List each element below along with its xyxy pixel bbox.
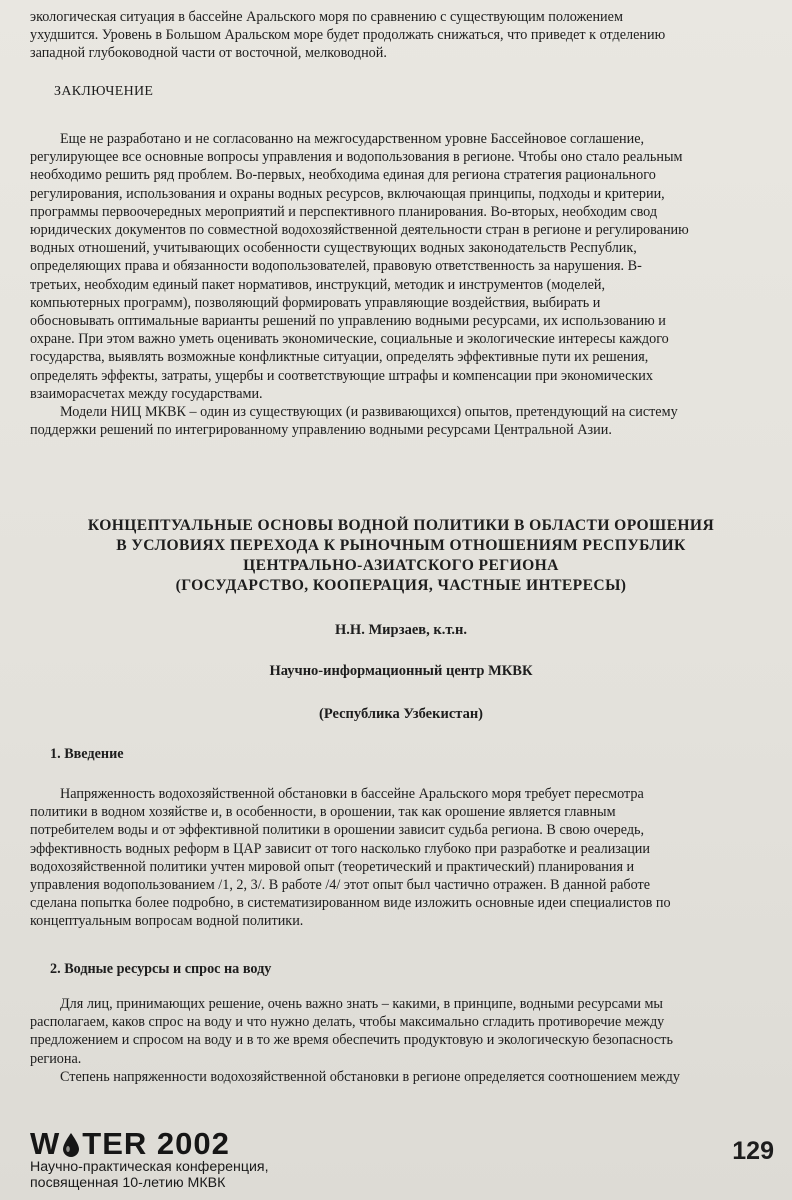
text-line: компьютерных программ), позволяющий формировать управляющие воздействия, выбирать и [30,294,601,311]
text-line: регулирующее все основные вопросы управления и водопользования в регионе. Чтобы оно стало реальным [30,149,683,166]
text-line: регулирования, использования и охраны водных ресурсов, включающая принципы, подходы и критерии, [30,185,665,202]
conclusion-paragraph-1 [30,130,772,439]
author: Н.Н. Мирзаев, к.т.н. [335,622,467,638]
text-line: потребителем воды и от эффективной политики в орошении зависит судьба региона. В свою очередь, [30,822,645,839]
text-line: третьих, необходим единый пакет нормативов, инструкций, методик и инструментов (моделей, [30,276,606,293]
conference-subtitle [30,1159,269,1191]
text-line: региона. [30,1050,82,1067]
text-line: экологическая ситуация в бассейне Аральского моря по сравнению с существующим положением [30,9,623,25]
text-line: Еще не разработано и не согласованно на межгосударственном уровне Бассейновое соглашение, [60,131,645,147]
intro-paragraph [30,8,772,63]
text-line: водных отношений, учитывающих особенности существующих водных законодательств Республик, [30,240,637,257]
text-line: управления водопользованием /1, 2, 3/. В работе /4/ этот опыт был частично отражен. В данной работе [30,877,651,894]
logo-letter-w: W [30,1126,61,1161]
text-line: государства, выявлять возможные конфликтные ситуации, определять эффективные пути их решения, [30,349,649,366]
text-line: определяющих права и обязанности водопользователей, правовую ответственность за нарушения. В- [30,258,642,275]
text-line: концептуальным вопросам водной политики. [30,913,304,930]
section-2-paragraph [30,995,772,1086]
title-line: ЦЕНТРАЛЬНО-АЗИАТСКОГО РЕГИОНА [243,557,559,574]
section-2-heading: 2. Водные ресурсы и спрос на воду [50,961,272,977]
article-title [30,516,772,596]
text-line: Степень напряженности водохозяйственной обстановки в регионе определяется соотношением между [60,1068,680,1085]
text-line: располагаем, каков спрос на воду и что нужно делать, чтобы максимально сгладить противоречие между [30,1014,665,1031]
water-drop-icon [61,1132,81,1158]
text-line: охране. При этом важно уметь оценивать экономические, социальные и экологические интересы каждого [30,331,669,348]
organization: Научно-информационный центр МКВК [269,663,533,679]
subtitle-line: Научно-практическая конференция, [30,1159,269,1175]
text-line: ухудшится. Уровень в Большом Аральском море будет продолжать снижаться, что приведет к отделению [30,27,666,44]
text-line: водохозяйственной политики учтен мировой опыт (теоретический и практический) планирования и [30,858,635,875]
logo-text: TER 2002 [82,1126,230,1161]
text-line: поддержки решений по интегрированному управлению водными ресурсами Центральной Азии. [30,422,612,439]
text-line: Для лиц, принимающих решение, очень важно знать – какими, в принципе, водными ресурсами мы [60,996,663,1012]
title-line: (ГОСУДАРСТВО, КООПЕРАЦИЯ, ЧАСТНЫЕ ИНТЕРЕСЫ) [175,577,627,594]
conclusion-heading: ЗАКЛЮЧЕНИЕ [54,84,154,99]
text-line: необходимо решить ряд проблем. Во-первых, необходима единая для региона стратегия рационального [30,167,656,184]
text-line: юридических документов по совместной водохозяйственной деятельности стран в регионе и регулированию [30,222,689,239]
page-number: 129 [732,1137,774,1165]
text-line: эффективность водных реформ в ЦАР зависит от того насколько глубоко при разработке и реализации [30,840,650,857]
section-1-paragraph [30,785,772,931]
text-line: взаиморасчетах между государствами. [30,385,263,402]
text-line: определять эффекты, затраты, ущербы и соответствующие штрафы и компенсации при экономических [30,367,653,384]
subtitle-line: посвященная 10-летию МКВК [30,1175,226,1191]
text-line: Напряженность водохозяйственной обстановки в бассейне Аральского моря требует пересмотра [60,786,644,802]
text-line: сделана попытка более подробно, в систематизированном виде изложить основные идеи специалистов по [30,895,671,912]
text-line: программы первоочередных мероприятий и перспективного планирования. Во-вторых, необходим свод [30,203,658,220]
text-line: политики в водном хозяйстве и, в особенности, в орошении, так как орошение является главным [30,804,616,821]
text-line: обосновывать оптимальные варианты решений по управлению водными ресурсами, их использованию и [30,313,666,330]
section-1-heading: 1. Введение [50,746,124,762]
country: (Республика Узбекистан) [319,706,483,722]
conference-logo [30,1127,230,1161]
text-line: западной глубоководной части от восточной, мелководной. [30,45,387,62]
text-line: Модели НИЦ МКВК – один из существующих (и развивающихся) опытов, претендующий на систему [60,404,678,421]
text-line: предложением и спросом на воду и в то же время обеспечить продуктовую и экологическую безопасность [30,1032,673,1049]
title-line: КОНЦЕПТУАЛЬНЫЕ ОСНОВЫ ВОДНОЙ ПОЛИТИКИ В ОБЛАСТИ ОРОШЕНИЯ [87,517,715,534]
title-line: В УСЛОВИЯХ ПЕРЕХОДА К РЫНОЧНЫМ ОТНОШЕНИЯМ РЕСПУБЛИК [116,537,686,554]
